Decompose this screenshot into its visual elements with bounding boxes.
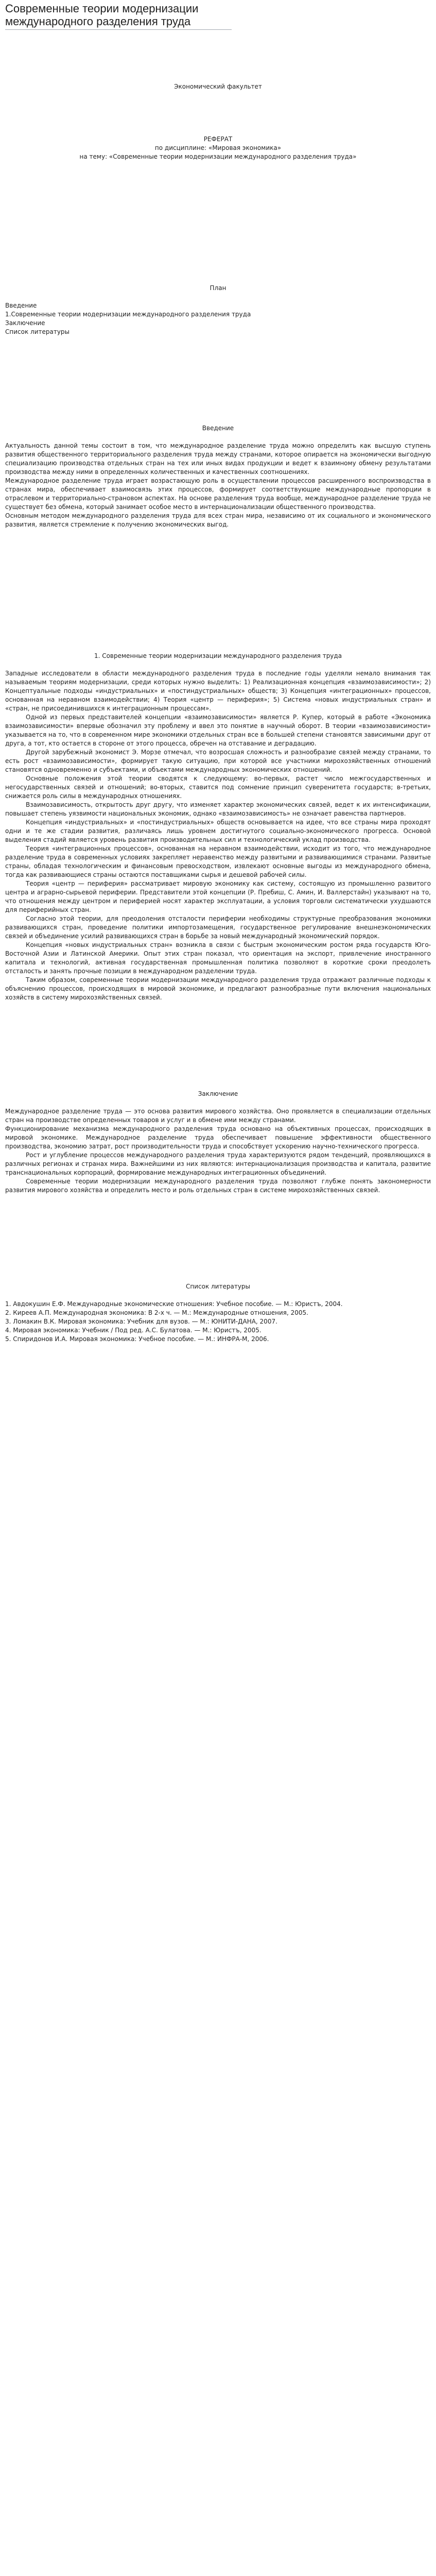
conclusion-heading: Заключение xyxy=(198,1090,238,1097)
references-heading: Список литературы xyxy=(185,1283,251,1290)
main-paragraph: Концепция «новых индустриальных стран» возникла в связи с быстрым экономическим ростом ряда государств Юго-Восточной Азии и Латинской Америки. Опыт этих стран показал, что ориентация на экспорт, привлечение иностранного капитала и технологий, активная государственная промышленная политика позволяют в короткие сроки преодолеть отсталость и занять прочные позиции в международном разделении труда. xyxy=(5,941,431,975)
conclusion-paragraph: Функционирование механизма международного разделения труда основано на объективных процессах, происходящих в мировой экономике. Международное разделение труда обеспечивает повышение эффективности общественного производства, экономию затрат, рост производительности труда и способствует ускорению научно-технического прогресса. xyxy=(5,1125,431,1150)
main-heading: 1. Современные теории модернизации международного разделения труда xyxy=(94,652,342,659)
toc-item: Заключение xyxy=(5,319,45,327)
main-paragraph: Концепция «индустриальных» и «постиндустриальных» обществ основывается на идее, что все страны мира проходят одни и те же стадии развития, различаясь лишь уровнем достигнутого социально-экономического прогресса. Основой выделения стадий является уровень развития производительных сил и технологический уклад производства. xyxy=(5,819,431,843)
intro-paragraph: Актуальность данной темы состоит в том, что международное разделение труда можно определить как высшую ступень развития общественного территориального разделения труда между странами, которое опирается на экономически выгодную специализацию производства отдельных стран на тех или иных видах продукции и ведет к взаимному обмену результатами производства между ними в определенных количественных и качественных соотношениях. xyxy=(5,442,431,476)
main-paragraph: Взаимозависимость, открытость друг другу, что изменяет характер экономических связей, ведет к их интенсификации, повышает степень уязвимости национальных экономик, однако «взаимозависимость» не означает равенства партнеров. xyxy=(5,801,431,817)
reference-item: 1. Авдокушин Е.Ф. Международные экономические отношения: Учебное пособие. — М.: Юристъ, 2004. xyxy=(5,1300,343,1308)
conclusion-paragraph: Современные теории модернизации международного разделения труда позволяют глубже понять закономерности развития мирового хозяйства и определить место и роль отдельных стран в системе мирохозяйственных связей. xyxy=(5,1178,431,1194)
intro-paragraph: Международное разделение труда играет возрастающую роль в осуществлении процессов расширенного воспроизводства в странах мира, обеспечивает взаимосвязь этих процессов, формирует соответствующие международные пропорции в отраслевом и территориально-страновом аспектах. На основе разделения труда вообще, международное разделение труда не существует без обмена, который занимает особое место в интернационализации общественного производства. xyxy=(5,477,431,511)
toc-item: Список литературы xyxy=(5,328,70,335)
document-body xyxy=(5,30,431,1344)
main-paragraph: Одной из первых представителей концепции «взаимозависимости» является Р. Купер, который в работе «Экономика взаимозависимости» впервые обозначил эту проблему и ввел это понятие в научный оборот. В теории «взаимозависимости» указывается на то, что в современном мире экономики отдельных стран все в большей степени становятся зависимыми друг от друга, а тот, кто остается в стороне от этого процесса, обречен на отставание и деградацию. xyxy=(5,714,431,747)
main-paragraph: Таким образом, современные теории модернизации международного разделения труда отражают различные подходы к объяснению процессов, происходящих в мировой экономике, и предлагают разнообразные пути включения национальных хозяйств в систему мирохозяйственных связей. xyxy=(5,976,431,1001)
doc-subject: по дисциплине: «Мировая экономика» xyxy=(154,144,282,151)
intro-paragraph: Основным методом международного разделения труда для всех стран мира, независимо от их социального и экономического развития, является стремление к получению экономических выгод. xyxy=(5,512,431,528)
reference-item: 2. Киреев А.П. Международная экономика: В 2-х ч. — М.: Международные отношения, 2005. xyxy=(5,1309,308,1316)
main-paragraph: Теория «интеграционных процессов», основанная на неравном взаимодействии, исходит из того, что международное разделение труда в современных условиях закрепляет неравенство между развитыми и развивающимися странами. Развитые страны, обладая технологическим и финансовым превосходством, извлекают основные выгоды из международного обмена, тогда как развивающиеся страны остаются поставщиками сырья и дешевой рабочей силы. xyxy=(5,845,431,878)
main-paragraph: Западные исследователи в области международного разделения труда в последние годы уделяли немало внимания так называемым теориям модернизации, среди которых нужно выделить: 1) Реализационная концепция «взаимозависимости»; 2) Концептуальные подходы «индустриальных» и «постиндустриальных» обществ; 3) Концепция «интеграционных» процессов, основанная на неравном взаимодействии; 4) Теория «центр — периферия»; 5) Система «новых индустриальных стран» и «стран, не присоединившихся к интеграционным процессам». xyxy=(5,670,431,712)
doc-topic: на тему: «Современные теории модернизации международного разделения труда» xyxy=(79,153,357,160)
main-paragraph: Другой зарубежный экономист Э. Морзе отмечал, что возросшая сложность и разнообразие связей между странами, то есть рост «взаимозависимости», формирует такую ситуацию, при которой все участники мирохозяйственных отношений становятся одновременно и субъектами, и объектами международных экономических отношений. xyxy=(5,749,431,773)
page-title: Современные теории модернизации международного разделения труда xyxy=(5,2,232,30)
main-paragraph: Согласно этой теории, для преодоления отсталости периферии необходимы структурные преобразования экономики развивающихся стран, проведение политики импортозамещения, государственное регулирование внешнеэкономических связей и объединение усилий развивающихся стран в борьбе за новый международный экономический порядок. xyxy=(5,915,431,940)
reference-item: 5. Спиридонов И.А. Мировая экономика: Учебное пособие. — М.: ИНФРА-М, 2006. xyxy=(5,1335,269,1343)
toc-item: Введение xyxy=(5,302,37,309)
conclusion-paragraph: Рост и углубление процессов международного разделения труда характеризуются рядом тенденций, проявляющихся в различных регионах и странах мира. Важнейшими из них являются: интернационализация производства и капитала, развитие транснациональных корпораций, формирование международных интеграционных объединений. xyxy=(5,1151,431,1176)
toc-item: 1.Современные теории модернизации международного разделения труда xyxy=(5,311,251,318)
intro-heading: Введение xyxy=(202,425,234,432)
toc-heading: План xyxy=(210,284,226,292)
main-paragraph: Теория «центр — периферия» рассматривает мировую экономику как систему, состоящую из промышленно развитого центра и аграрно-сырьевой периферии. Представители этой концепции (Р. Пребиш, С. Амин, И. Валлерстайн) указывают на то, что отношения между центром и периферией носят характер эксплуатации, а условия торговли систематически ухудшаются для периферийных стран. xyxy=(5,880,431,913)
conclusion-paragraph: Международное разделение труда — это основа развития мирового хозяйства. Оно проявляется в специализации отдельных стран на производстве определенных товаров и услуг и в обмене ими между странами. xyxy=(5,1108,431,1124)
faculty-line: Экономический факультет xyxy=(174,83,262,90)
doc-kind: РЕФЕРАТ xyxy=(203,135,233,143)
reference-item: 4. Мировая экономика: Учебник / Под ред. А.С. Булатова. — М.: Юристъ, 2005. xyxy=(5,1327,261,1334)
reference-item: 3. Ломакин В.К. Мировая экономика: Учебник для вузов. — М.: ЮНИТИ-ДАНА, 2007. xyxy=(5,1318,277,1325)
main-paragraph: Основные положения этой теории сводятся к следующему: во-первых, растет число межгосударственных и негосударственных связей и отношений; во-вторых, ставится под сомнение принцип суверенитета государств; в-третьих, снижается роль силы в международных отношениях. xyxy=(5,775,431,800)
